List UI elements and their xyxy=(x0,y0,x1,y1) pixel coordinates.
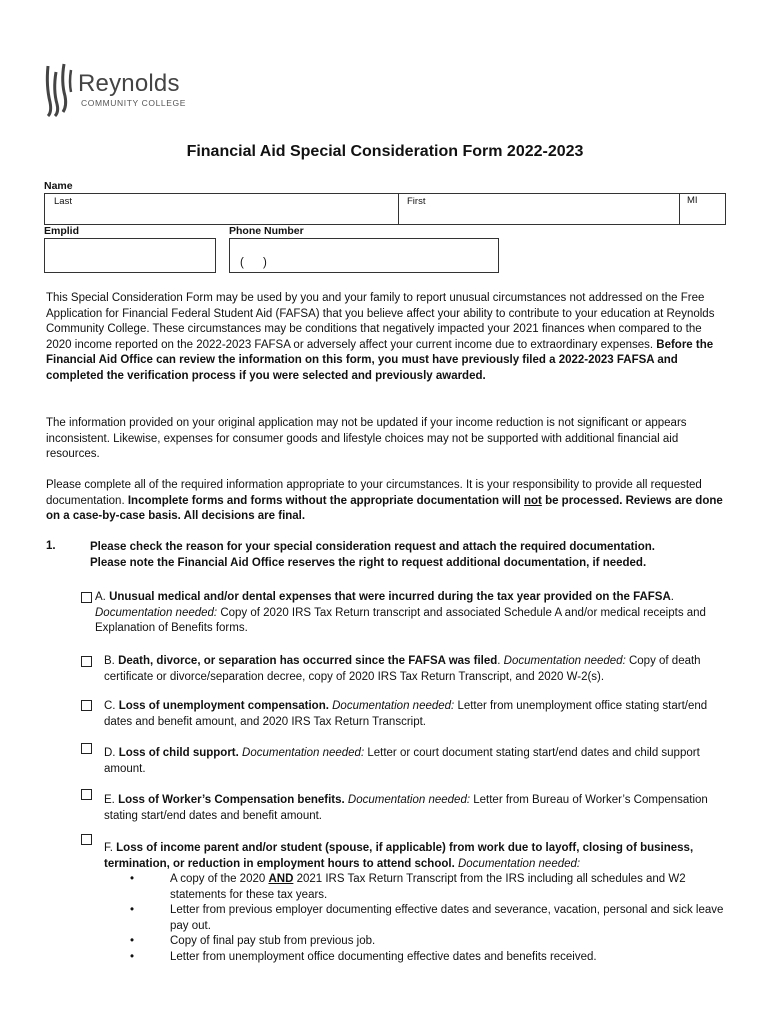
question-number: 1. xyxy=(46,540,56,552)
middle-initial-label: MI xyxy=(687,195,698,206)
option-d: D. Loss of child support. Documentation needed: Letter or court document stating start/end dates and child support amount. xyxy=(104,747,700,775)
college-subtitle: COMMUNITY COLLEGE xyxy=(81,98,186,108)
emplid-field[interactable] xyxy=(44,238,216,273)
last-name-label: Last xyxy=(54,196,72,207)
list-item: • Copy of final pay stub from previous job. xyxy=(130,934,730,950)
phone-label: Phone Number xyxy=(229,225,304,237)
option-c: C. Loss of unemployment compensation. Documentation needed: Letter from unemployment office stating start/end dates and benefit amount, and 2020 IRS Tax Return Transcript. xyxy=(104,700,708,728)
list-item: • Letter from previous employer documenting effective dates and severance, vacation, personal and sick leave pay out. xyxy=(130,903,730,934)
college-name: Reynolds xyxy=(78,70,180,97)
list-item: • A copy of the 2020 AND 2021 IRS Tax Return Transcript from the IRS including all schedules and W2 statements for these tax years. xyxy=(130,872,730,903)
update-policy-paragraph: The information provided on your original application may not be updated if your income reduction is not significant or appears inconsistent. Likewise, expenses for consumer goods and lifestyle choices may not be supported with additional financial aid resources. xyxy=(46,417,687,461)
option-d-checkbox[interactable] xyxy=(81,743,92,754)
option-b-checkbox[interactable] xyxy=(81,656,92,667)
intro-paragraph: This Special Consideration Form may be used by you and your family to report unusual circumstances not addressed on the Free Application for Financial Federal Student Aid (FAFSA) that you believe affect your ability to contribute to your education at Reynolds Community College. These circumstances may be conditions that negatively impacted your 2021 finances when compared to the 2020 income reported on the 2022-2023 FAFSA or adversely affect your current income due to extraordinary expenses. Before the Financial Aid Office can review the information on this form, you must have previously filed a 2022-2023 FAFSA and completed the verification process if you were selected and previously awarded. xyxy=(46,292,715,382)
phone-field[interactable] xyxy=(229,238,499,273)
documentation-list xyxy=(130,872,730,966)
option-a: A. Unusual medical and/or dental expenses that were incurred during the tax year provided on the FAFSA. Documentation needed: Copy of 2020 IRS Tax Return transcript and associated Schedule A and/or medical receipts and Explanation of Benefits forms. xyxy=(95,591,706,635)
documentation-paragraph: Please complete all of the required information appropriate to your circumstances. It is your responsibility to provide all requested documentation. Incomplete forms and forms without the appropriate documentation will not be processed. Reviews are done on a case-by-case basis. All decisions are final. xyxy=(46,479,723,523)
option-e-checkbox[interactable] xyxy=(81,789,92,800)
middle-initial-field[interactable] xyxy=(680,193,726,225)
option-e: E. Loss of Worker’s Compensation benefits. Documentation needed: Letter from Bureau of Worker’s Compensation stating start/end dates and benefit amount. xyxy=(104,794,708,822)
list-item: • Letter from unemployment office documenting effective dates and benefits received. xyxy=(130,950,730,966)
question-text: Please check the reason for your special consideration request and attach the required documentation. Please note the Financial Aid Office reserves the right to request additional documentation, if needed. xyxy=(90,541,655,569)
emplid-label: Emplid xyxy=(44,225,80,237)
name-field-group xyxy=(44,193,726,225)
first-name-field[interactable] xyxy=(398,193,680,225)
first-name-label: First xyxy=(407,196,426,207)
name-label: Name xyxy=(44,180,73,192)
option-f: F. Loss of income parent and/or student (spouse, if applicable) from work due to layoff, closing of business, termination, or reduction in employment hours to attend school. Documentation needed: xyxy=(104,842,694,870)
last-name-field[interactable] xyxy=(44,193,399,225)
option-c-checkbox[interactable] xyxy=(81,700,92,711)
option-a-checkbox[interactable] xyxy=(81,592,92,603)
form-title: Financial Aid Special Consideration Form 2022-2023 xyxy=(186,143,584,160)
college-logo-icon xyxy=(44,62,74,118)
phone-area-code-placeholder: ( ) xyxy=(240,257,267,269)
option-f-checkbox[interactable] xyxy=(81,834,92,845)
option-b: B. Death, divorce, or separation has occurred since the FAFSA was filed. Documentation needed: Copy of death certificate or divorce/separation decree, copy of 2020 IRS Tax Return Transcript, and 2020 W-2(s). xyxy=(104,655,701,683)
